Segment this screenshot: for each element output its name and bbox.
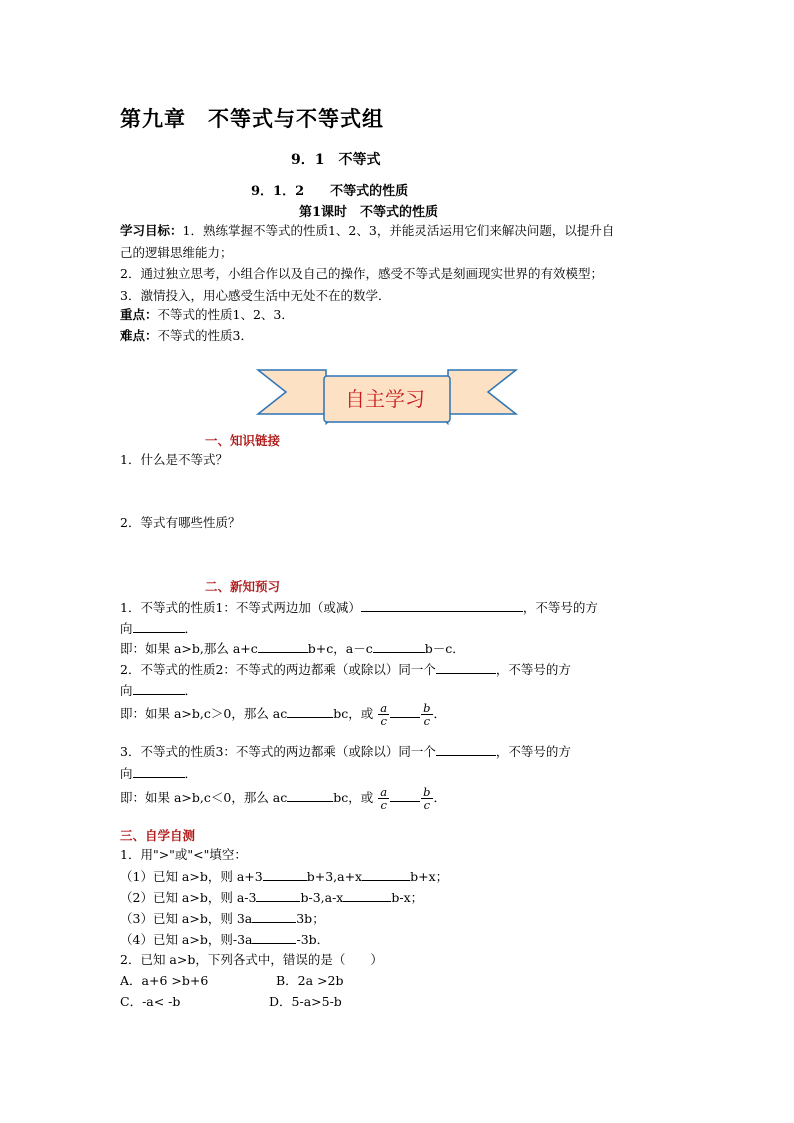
property2-line xyxy=(120,661,571,678)
property1-example xyxy=(120,640,465,657)
q1-1-c: b+x； xyxy=(410,869,449,884)
difficult-point-text: 不等式的性质3． xyxy=(157,328,253,343)
property1-period: ． xyxy=(184,621,198,636)
fraction-b-over-c xyxy=(421,786,432,811)
p1-example-b: b+c，a－c xyxy=(307,641,373,656)
property3-line-2 xyxy=(120,765,197,782)
fraction-a-over-c xyxy=(378,786,389,811)
q1-2-a: （2）已知 a>b，则 a-3 xyxy=(120,890,257,905)
frac-num: b xyxy=(423,701,431,715)
blank-p1-ex1[interactable] xyxy=(258,640,308,653)
part3-heading: 三、自学自测 xyxy=(120,828,196,843)
part1-q2: 2．等式有哪些性质？ xyxy=(120,515,241,530)
option-a[interactable]: A．a+6 >b+6 xyxy=(120,973,209,988)
property2-text-a: 2．不等式的性质2：不等式的两边都乘（或除以）同一个 xyxy=(120,662,436,677)
part1-heading: 一、知识链接 xyxy=(205,433,281,448)
property3-text-a: 3．不等式的性质3：不等式的两边都乘（或除以）同一个 xyxy=(120,744,436,759)
p2-example-b: bc，或 xyxy=(333,706,374,721)
part1-q1: 1．什么是不等式？ xyxy=(120,452,228,467)
part2-heading: 二、新知预习 xyxy=(205,579,281,594)
property2-line-2 xyxy=(120,682,197,699)
blank-p3-direction[interactable] xyxy=(133,765,185,778)
blank-q1-1-1[interactable] xyxy=(263,868,307,881)
blank-p3-ex1[interactable] xyxy=(287,789,333,802)
objectives-label: 学习目标： xyxy=(120,223,183,238)
blank-p2-ex2[interactable] xyxy=(390,705,420,718)
blank-q1-3[interactable] xyxy=(252,910,296,923)
p1-example-c: b－c． xyxy=(424,641,465,656)
property1-line-2 xyxy=(120,620,197,637)
property1-text-c: 向 xyxy=(120,621,133,636)
part3-q2: 2．已知 a>b，下列各式中，错误的是（ ） xyxy=(120,952,383,967)
q1-4-b: -3b． xyxy=(296,932,330,947)
self-study-banner xyxy=(256,368,518,430)
part3-q1: 1．用">"或"<"填空： xyxy=(120,847,247,862)
objectives-line-4: 3．激情投入，用心感受生活中无处不在的数学． xyxy=(120,288,391,303)
property3-example xyxy=(120,786,446,811)
frac-num: a xyxy=(380,701,388,715)
property3-text-c: 向 xyxy=(120,766,133,781)
blank-p1-direction[interactable] xyxy=(133,620,185,633)
part3-q1-1 xyxy=(120,868,448,885)
lesson-title: 第1课时 不等式的性质 xyxy=(299,205,439,220)
q1-1-b: b+3,a+x xyxy=(306,869,363,884)
frac-den: c xyxy=(423,798,431,812)
blank-p3-condition[interactable] xyxy=(436,743,496,756)
p2-example-a: 即：如果 a>b,c＞0，那么 ac xyxy=(120,706,288,721)
difficult-point xyxy=(120,328,253,344)
p3-example-b: bc，或 xyxy=(333,790,374,805)
fraction-b-over-c xyxy=(421,702,432,727)
fraction-a-over-c xyxy=(378,702,389,727)
property1-line xyxy=(120,599,598,616)
key-point-text: 不等式的性质1、2、3． xyxy=(157,307,294,322)
objectives-line-3: 2．通过独立思考，小组合作以及自己的操作，感受不等式是刻画现实世界的有效模型； xyxy=(120,266,603,281)
frac-num: a xyxy=(380,785,388,799)
property3-line xyxy=(120,743,571,760)
frac-den: c xyxy=(380,798,387,812)
property3-text-b: ，不等号的方 xyxy=(495,744,571,759)
banner-label: 自主学习 xyxy=(345,386,425,411)
blank-q1-1-2[interactable] xyxy=(362,868,410,881)
blank-p1-condition[interactable] xyxy=(361,599,523,612)
part3-q1-3 xyxy=(120,910,325,927)
objective-1a: 1．熟练掌握不等式的性质1、2、3，并能灵活运用它们来解决问题，以提升自 xyxy=(182,223,615,238)
q1-1-a: （1）已知 a>b，则 a+3 xyxy=(120,869,263,884)
section-title: 9．1 不等式 xyxy=(291,152,381,168)
property2-text-c: 向 xyxy=(120,683,133,698)
q1-2-b: b-3,a-x xyxy=(300,890,344,905)
option-d[interactable]: D．5-a>5-b xyxy=(269,994,342,1009)
subsection-title: 9．1．2 不等式的性质 xyxy=(251,184,409,199)
chapter-title: 第九章 不等式与不等式组 xyxy=(120,106,384,131)
key-point-label: 重点： xyxy=(120,307,158,322)
difficult-point-label: 难点： xyxy=(120,328,158,343)
key-point xyxy=(120,307,294,323)
p1-example-a: 即：如果 a>b,那么 a+c xyxy=(120,641,258,656)
frac-num: b xyxy=(423,785,431,799)
objectives-line-1 xyxy=(120,223,614,239)
p3-example-a: 即：如果 a>b,c＜0，那么 ac xyxy=(120,790,288,805)
blank-p3-ex2[interactable] xyxy=(390,789,420,802)
blank-q1-2-1[interactable] xyxy=(256,889,300,902)
q1-3-a: （3）已知 a>b，则 3a xyxy=(120,911,253,926)
option-c[interactable]: C．-a< -b xyxy=(120,994,181,1009)
property1-text-a: 1．不等式的性质1：不等式两边加（或减） xyxy=(120,600,361,615)
q1-2-c: b-x； xyxy=(391,890,424,905)
blank-q1-4[interactable] xyxy=(252,931,296,944)
property2-text-b: ，不等号的方 xyxy=(495,662,571,677)
part3-q1-4 xyxy=(120,931,329,948)
q1-3-b: 3b； xyxy=(296,911,325,926)
p2-example-period: ． xyxy=(433,706,447,721)
q1-4-a: （4）已知 a>b，则-3a xyxy=(120,932,253,947)
frac-den: c xyxy=(380,714,387,728)
blank-p2-direction[interactable] xyxy=(133,682,185,695)
option-b[interactable]: B．2a >2b xyxy=(276,973,344,988)
property2-example xyxy=(120,702,446,727)
blank-p1-ex2[interactable] xyxy=(373,640,425,653)
property1-text-b: ，不等号的方 xyxy=(522,600,598,615)
blank-p2-condition[interactable] xyxy=(436,661,496,674)
blank-q1-2-2[interactable] xyxy=(343,889,391,902)
frac-den: c xyxy=(423,714,431,728)
property3-period: ． xyxy=(184,766,198,781)
p3-example-period: ． xyxy=(433,790,447,805)
blank-p2-ex1[interactable] xyxy=(287,705,333,718)
property2-period: ． xyxy=(184,683,198,698)
part3-q1-2 xyxy=(120,889,423,906)
objectives-line-2: 己的逻辑思维能力； xyxy=(120,245,233,260)
